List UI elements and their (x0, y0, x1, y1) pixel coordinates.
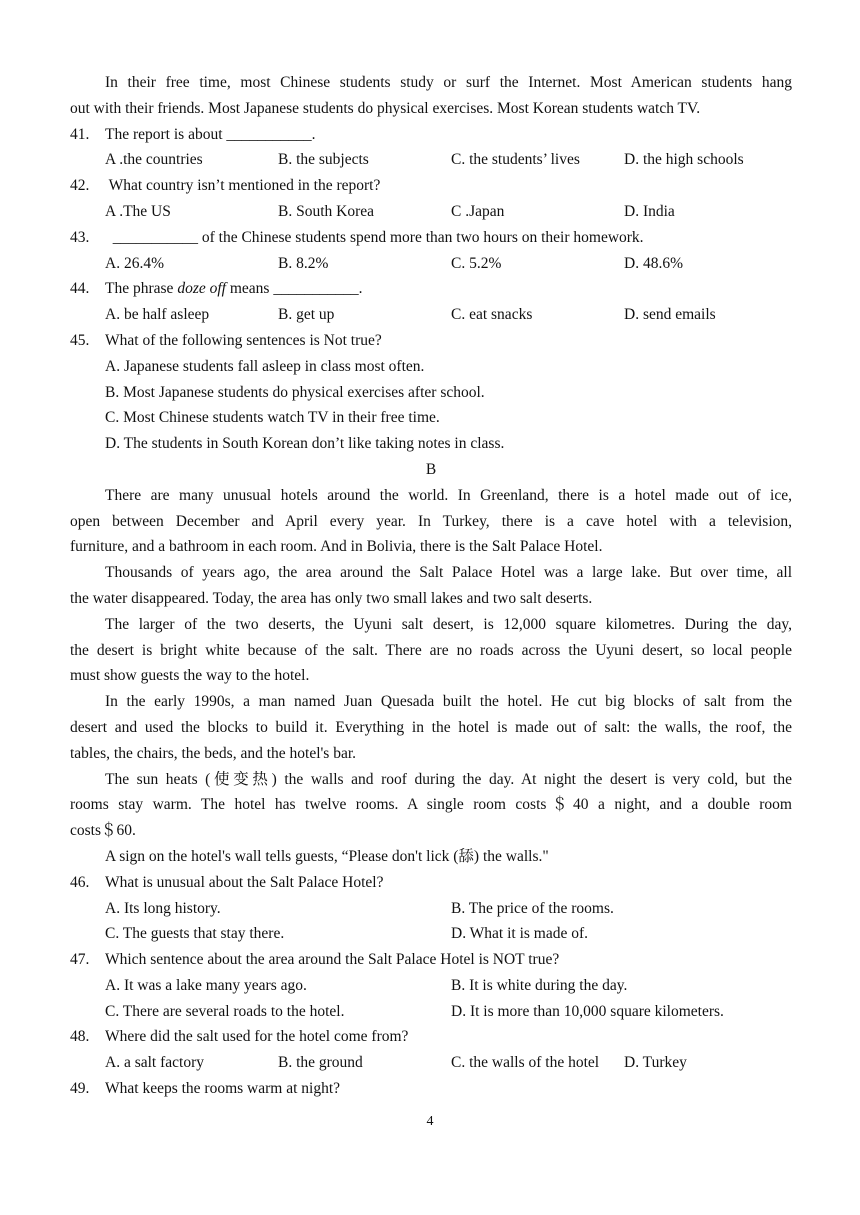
passage-p5-line-3: costs＄60. (70, 822, 136, 840)
question-number: 43. (70, 228, 90, 246)
question-42-options (70, 199, 792, 225)
question-45 (70, 328, 792, 354)
question-text-start: The phrase (105, 280, 178, 298)
option-c: C. eat snacks (451, 306, 533, 324)
question-49 (70, 1076, 792, 1102)
option-c: C. 5.2% (451, 254, 502, 272)
option-c: C. the students’ lives (451, 151, 580, 169)
question-47-options-row-1 (70, 973, 792, 999)
question-number: 48. (70, 1028, 90, 1046)
question-number: 42. (70, 177, 90, 195)
question-46 (70, 870, 792, 896)
intro-line-1: In their free time, most Chinese students study or surf the Internet. Most American students hang (105, 74, 792, 91)
question-47-options-row-2 (70, 999, 792, 1025)
question-number: 45. (70, 331, 90, 349)
question-44-options (70, 302, 792, 328)
question-48-options (70, 1050, 792, 1076)
question-text: Which sentence about the area around the Salt Palace Hotel is NOT true? (105, 951, 560, 969)
question-41 (70, 122, 792, 148)
intro-line-2: out with their friends. Most Japanese students do physical exercises. Most Korean students watch TV. (70, 99, 701, 117)
passage-p3-line-2: the desert is bright white because of the salt. There are no roads across the Uyuni desert, so local people (70, 641, 792, 659)
option-b: B. get up (278, 306, 335, 324)
option-d: D. Turkey (624, 1054, 687, 1072)
question-number: 49. (70, 1080, 90, 1098)
question-number: 46. (70, 873, 90, 891)
option-a: A. a salt factory (105, 1054, 204, 1072)
question-text: What country isn’t mentioned in the report? (105, 177, 381, 195)
option-b: B. Most Japanese students do physical exercises after school. (105, 383, 485, 401)
question-text (105, 276, 362, 302)
option-b: B. the subjects (278, 151, 369, 169)
option-d: D. send emails (624, 306, 716, 324)
option-b: B. South Korea (278, 202, 375, 220)
option-d: D. 48.6% (624, 254, 683, 272)
option-a: A .The US (105, 202, 171, 220)
question-number: 41. (70, 125, 90, 143)
question-text: What keeps the rooms warm at night? (105, 1080, 341, 1098)
section-heading: B (425, 460, 437, 478)
passage-p4-line-2: desert and used the blocks to build it. Everything in the hotel is made out of salt: the walls, the roof, the (70, 718, 792, 736)
question-42 (70, 173, 792, 199)
question-43-options (70, 251, 792, 277)
question-text: ___________ of the Chinese students spend more than two hours on their homework. (105, 228, 644, 246)
document-page (70, 70, 792, 1102)
option-a: A. Its long history. (105, 899, 221, 917)
question-text-phrase: doze off (177, 280, 226, 298)
option-b: B. It is white during the day. (451, 976, 628, 994)
question-text-end: means ___________. (225, 280, 363, 298)
question-number: 44. (70, 280, 90, 298)
question-text: What is unusual about the Salt Palace Hotel? (105, 873, 384, 891)
question-text: What of the following sentences is Not true? (105, 331, 382, 349)
question-text: Where did the salt used for the hotel come from? (105, 1028, 409, 1046)
option-b: B. the ground (278, 1054, 363, 1072)
passage-p6-line-1: A sign on the hotel's wall tells guests, “Please don't lick (舔) the walls." (105, 847, 549, 865)
option-a: A. 26.4% (105, 254, 164, 272)
question-43 (70, 225, 792, 251)
passage-p1-line-2: open between December and April every year. In Turkey, there is a cave hotel with a television, (70, 512, 792, 530)
option-c: C. The guests that stay there. (105, 925, 285, 943)
question-48 (70, 1024, 792, 1050)
option-b: B. 8.2% (278, 254, 329, 272)
option-d: D. The students in South Korean don’t like taking notes in class. (105, 435, 505, 453)
option-a: A. It was a lake many years ago. (105, 976, 307, 994)
option-b: B. The price of the rooms. (451, 899, 614, 917)
option-d: D. It is more than 10,000 square kilometers. (451, 1002, 724, 1020)
option-d: D. the high schools (624, 151, 744, 169)
option-c: C. the walls of the hotel (451, 1054, 600, 1072)
passage-p1-line-3: furniture, and a bathroom in each room. And in Bolivia, there is the Salt Palace Hotel. (70, 538, 603, 556)
question-number: 47. (70, 951, 90, 969)
question-46-options-row-1 (70, 896, 792, 922)
option-d: D. What it is made of. (451, 925, 589, 943)
passage-p1-line-1: There are many unusual hotels around the world. In Greenland, there is a hotel made out of ice, (105, 486, 792, 504)
question-41-options (70, 147, 792, 173)
passage-p4-line-3: tables, the chairs, the beds, and the hotel's bar. (70, 744, 357, 762)
option-c: C. There are several roads to the hotel. (105, 1002, 345, 1020)
passage-p4-line-1: In the early 1990s, a man named Juan Quesada built the hotel. He cut big blocks of salt from the (105, 693, 792, 711)
passage-p2-line-2: the water disappeared. Today, the area has only two small lakes and two salt deserts. (70, 589, 593, 607)
question-text: The report is about ___________. (105, 125, 316, 143)
option-a: A. be half asleep (105, 306, 210, 324)
question-44 (70, 276, 792, 302)
option-c: C. Most Chinese students watch TV in their free time. (105, 409, 440, 427)
question-47 (70, 947, 792, 973)
option-d: D. India (624, 202, 675, 220)
option-a: A .the countries (105, 151, 203, 169)
passage-p5-line-2: rooms stay warm. The hotel has twelve rooms. A single room costs＄40 a night, and a double room (70, 796, 792, 814)
question-46-options-row-2 (70, 921, 792, 947)
option-a: A. Japanese students fall asleep in class most often. (105, 357, 425, 375)
passage-p5-line-1: The sun heats (使变热) the walls and roof during the day. At night the desert is very cold, but the (105, 770, 792, 788)
passage-p3-line-3: must show guests the way to the hotel. (70, 667, 310, 685)
option-c: C .Japan (451, 202, 505, 220)
passage-p2-line-1: Thousands of years ago, the area around the Salt Palace Hotel was a large lake. But over time, all (105, 564, 792, 582)
passage-p3-line-1: The larger of the two deserts, the Uyuni salt desert, is 12,000 square kilometres. During the day, (105, 615, 792, 633)
page-number: 4 (426, 1114, 434, 1129)
